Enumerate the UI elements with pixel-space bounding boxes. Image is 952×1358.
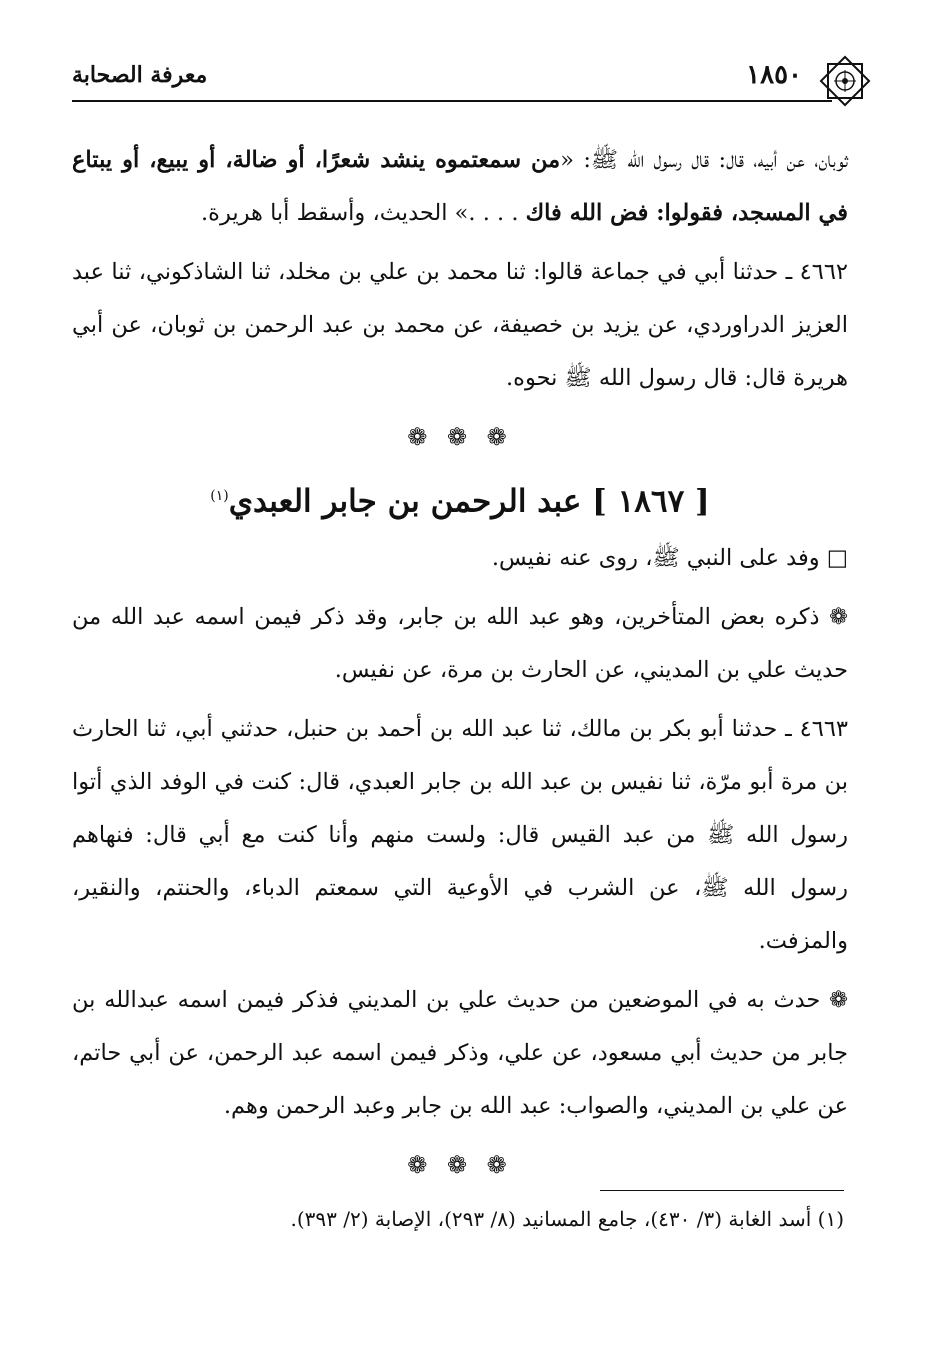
- text-run: . . . .» الحديث، وأسقط أبا هريرة.: [201, 200, 526, 226]
- biography-note: □ وفد على النبي ﷺ، روى عنه نفيس.: [491, 545, 848, 572]
- header-rule: [72, 100, 832, 102]
- footnote-rule: [600, 1190, 844, 1191]
- running-title: معرفة الصحابة: [72, 62, 208, 88]
- section-title: [72, 470, 848, 528]
- commentary-2: ❁ حدث به في الموضعين من حديث علي بن المديني فذكر فيمن اسمه عبدالله بن جابر من حديث أبي مسعود، عن علي، وذكر فيمن اسمه عبد الرحمن، عن أبي حاتم، عن علي بن المديني، والصواب: عبد الله بن جابر وعبد الرحمن وهم.: [72, 987, 848, 1120]
- section-divider-end: ❁ ❁ ❁: [407, 1151, 513, 1180]
- main-text: [72, 134, 848, 1198]
- paragraph-continuation: [72, 134, 848, 240]
- hadith-4662: ٤٦٦٢ ـ حدثنا أبي في جماعة قالوا: ثنا محمد بن علي بن مخلد، ثنا الشاذكوني، ثنا عبد العزيز الدراوردي، عن يزيد بن خصيفة، عن محمد بن عبد الرحمن بن ثوبان، عن أبي هريرة قال: قال رسول الله ﷺ نحوه.: [72, 259, 848, 391]
- page-header: [72, 54, 872, 104]
- section-divider: ❁ ❁ ❁: [407, 423, 513, 451]
- page-number: ١٨٥٠: [746, 60, 802, 90]
- hadith-quote: من سمعتموه ينشد شعرًا، أو ضالة، أو يبيع، أو يبتاع في المسجد، فقولوا: فض الله فاك: [72, 147, 848, 226]
- footnote: (١) أسد الغابة (٣/ ٤٣٠)، جامع المسانيد (٨/ ٢٩٣)، الإصابة (٢/ ٣٩٣).: [290, 1207, 844, 1231]
- section-title-text: [ ١٨٦٧ ] عبد الرحمن بن جابر العبدي: [228, 483, 710, 520]
- text-run: ثوبان، عن أبيه، قال: قال رسول الله ﷺ: «: [560, 147, 848, 173]
- commentary-1: ❁ ذكره بعض المتأخرين، وهو عبد الله بن جابر، وقد ذكر فيمن اسمه عبد الله من حديث علي بن المديني، عن الحارث بن مرة، عن نفيس.: [72, 604, 848, 684]
- footnote-ref: (١): [210, 488, 229, 504]
- hadith-4663: ٤٦٦٣ ـ حدثنا أبو بكر بن مالك، ثنا عبد الله بن أحمد بن حنبل، حدثني أبي، ثنا الحارث بن مرة أبو مرّة، ثنا نفيس بن عبد الله بن جابر العبدي، قال: كنت في الوفد الذي أتوا رسول الله ﷺ من عبد القيس قال: ولست منهم وأنا كنت مع أبي قال: فنهاهم رسول الله ﷺ، عن الشرب في الأوعية التي سمعتم الدباء، والحنتم، والنقير، والمزفت.: [72, 716, 848, 955]
